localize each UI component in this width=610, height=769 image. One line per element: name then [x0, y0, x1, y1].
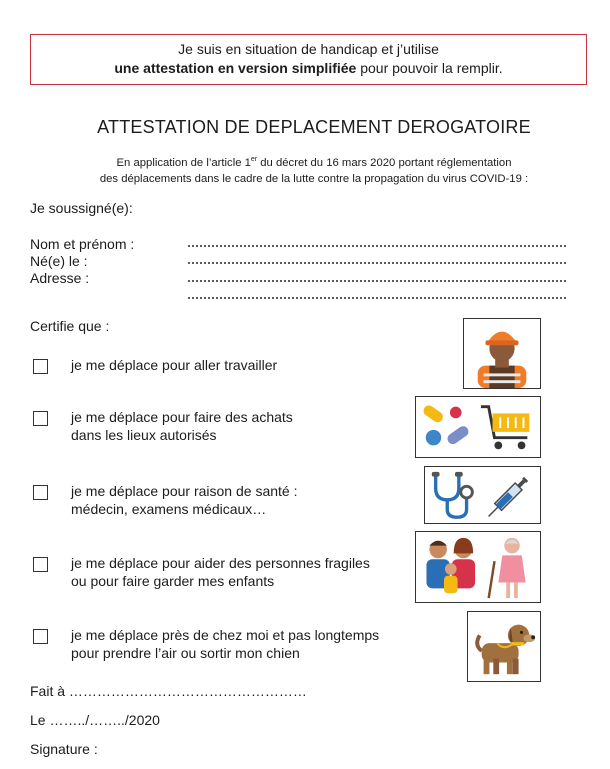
- notice-rest-text: pour pouvoir la remplir.: [356, 60, 503, 76]
- name-field[interactable]: [188, 245, 566, 247]
- checkbox-health[interactable]: [33, 485, 48, 500]
- reason-dog-line-1: je me déplace près de chez moi et pas longtemps: [71, 627, 380, 643]
- intro-line-1a: En application de l’article 1: [116, 156, 251, 169]
- reason-health-line-2: médecin, examens médicaux…: [71, 501, 267, 517]
- signature-label: Signature :: [30, 741, 98, 757]
- checkbox-shopping[interactable]: [33, 411, 48, 426]
- reason-shopping: [71, 408, 411, 444]
- intro-text: [0, 152, 610, 187]
- reason-family-line-2: ou pour faire garder mes enfants: [71, 573, 275, 589]
- fait-a-field[interactable]: Fait à ……………………………………………: [30, 683, 307, 699]
- family-icon: [415, 531, 541, 603]
- intro-line-1b: du décret du 16 mars 2020 portant réglementation: [257, 156, 512, 169]
- address-label: Adresse :: [30, 270, 90, 286]
- reason-dog: [71, 626, 411, 662]
- reason-dog-line-2: pour prendre l’air ou sortir mon chien: [71, 645, 300, 661]
- reason-health: [71, 482, 411, 518]
- syringe-icon: [485, 475, 529, 519]
- soussigne-label: Je soussigné(e):: [30, 200, 133, 216]
- reason-family-line-1: je me déplace pour aider des personnes fragiles: [71, 555, 370, 571]
- notice-bold-text: une attestation en version simplifiée: [114, 60, 357, 76]
- intro-line-1: [0, 152, 610, 171]
- birth-label: Né(e) le :: [30, 253, 88, 269]
- dog-icon: [467, 611, 541, 682]
- reason-health-line-1: je me déplace pour raison de santé :: [71, 483, 298, 499]
- reason-work-line-1: je me déplace pour aller travailler: [71, 357, 278, 373]
- document-title: ATTESTATION DE DEPLACEMENT DEROGATOIRE: [97, 117, 531, 137]
- reason-shopping-line-2: dans les lieux autorisés: [71, 427, 217, 443]
- pills-icon: [421, 403, 470, 446]
- certifie-label: Certifie que :: [30, 318, 110, 334]
- stethoscope-icon: [432, 472, 473, 517]
- checkbox-family[interactable]: [33, 557, 48, 572]
- birth-field[interactable]: [188, 262, 566, 264]
- address-field-line-1[interactable]: [188, 280, 566, 282]
- address-field-line-2[interactable]: [188, 297, 566, 299]
- health-icon: [424, 466, 541, 524]
- accessibility-notice: [30, 34, 587, 85]
- checkbox-work[interactable]: [33, 359, 48, 374]
- notice-line-2: [31, 59, 586, 78]
- shopping-icon: [415, 396, 541, 458]
- reason-family: [71, 554, 411, 590]
- notice-line-1: Je suis en situation de handicap et j’utilise: [178, 41, 439, 57]
- name-label: Nom et prénom :: [30, 236, 135, 252]
- date-field[interactable]: Le ……../……../2020: [30, 712, 160, 728]
- cart-icon: [481, 407, 529, 450]
- intro-sup: er: [250, 156, 258, 163]
- reason-shopping-line-1: je me déplace pour faire des achats: [71, 409, 293, 425]
- intro-line-2: des déplacements dans le cadre de la lutte contre la propagation du virus COVID-19 :: [99, 172, 529, 185]
- checkbox-dog[interactable]: [33, 629, 48, 644]
- reason-work: [71, 356, 411, 374]
- worker-icon: [463, 318, 541, 389]
